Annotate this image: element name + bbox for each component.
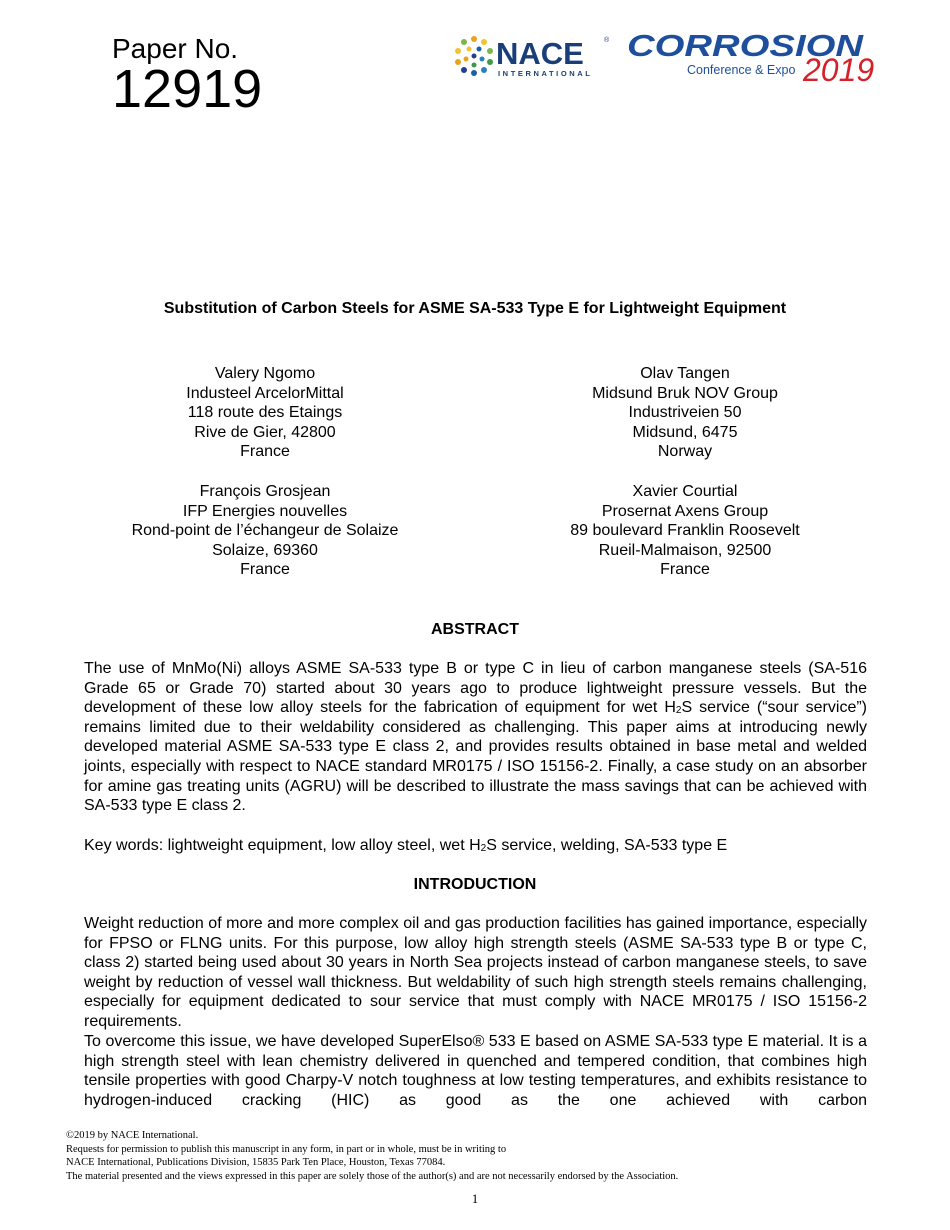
author-name: Valery Ngomo	[214, 365, 316, 382]
author-block	[105, 482, 425, 580]
author-country: France	[240, 443, 290, 461]
author-city: Rive de Gier, 42800	[194, 423, 336, 441]
author-address: 89 boulevard Franklin Roosevelt	[570, 522, 800, 540]
corrosion-year: 2019	[803, 52, 875, 88]
author-address: 118 route des Etaings	[187, 404, 343, 422]
corrosion-tagline: Conference & Expo	[687, 63, 796, 77]
author-affiliation: Prosernat Axens Group	[601, 502, 769, 520]
author-country: France	[660, 561, 710, 579]
author-block	[105, 364, 425, 462]
page-number: 1	[471, 1191, 479, 1206]
paper-title: Substitution of Carbon Steels for ASME SA-533 Type E for Lightweight Equipment	[163, 300, 787, 317]
introduction-paragraph: Weight reduction of more and more complex oil and gas production facilities has gained importance, especially for FPSO or FLNG units. For this purpose, low alloy high strength steels (ASME SA-533 type B or type C, class 2) started being used about 30 years in North Sea projects instead of carbon manganese steels, to save weight by reduction of vessel wall thickness. But weldability of such high strength steels remains challenging, especially for equipment dedicated to sour service that must comply with NACE MR0175 / ISO 15156-2 requirements.	[84, 915, 867, 1030]
author-country: Norway	[657, 443, 713, 461]
author-name: Xavier Courtial	[632, 483, 738, 500]
introduction-paragraph: To overcome this issue, we have developed SuperElso® 533 E based on ASME SA-533 type E material. It is a high strength steel with lean chemistry delivered in quenched and tempered condition, that combines high tensile properties with good Charpy-V notch toughness at low testing temperatures, and exhibits resistance to hydrogen-induced cracking (HIC) as good as the one achieved with carbon	[84, 1033, 867, 1109]
keywords: Key words: lightweight equipment, low alloy steel, wet $H_2S$ service, welding, SA-533 type E	[84, 837, 728, 854]
abstract-paragraph: The use of MnMo(Ni) alloys ASME SA-533 type B or type C in lieu of carbon manganese steels (SA-516 Grade 65 or Grade 70) started about 30 years ago to produce lightweight pressure vessels. But the development of these low alloy steels for the fabrication of equipment for wet $H_2S$ service (“sour service”) remains limited due to their weldability considered as challenging. This paper aims at introducing newly developed material ASME SA-533 type E class 2, and provides results obtained in base metal and welded joints, especially with respect to NACE standard MR0175 / ISO 15156-2. Finally, a case study on an absorber for amine gas treating units (AGRU) will be described to illustrate the mass savings that can be achieved with SA-533 type E class 2.	[84, 660, 867, 815]
nace-logo	[452, 32, 622, 80]
author-city: Midsund, 6475	[632, 423, 738, 441]
nace-subtitle: INTERNATIONAL	[498, 69, 593, 78]
nace-wordmark: NACE	[496, 36, 584, 71]
author-address: Rond-point de l’échangeur de Solaize	[131, 522, 399, 540]
permission-line: Requests for permission to publish this manuscript in any form, in part or in whole, must be in writing to	[66, 1143, 507, 1155]
author-city: Rueil-Malmaison, 92500	[598, 541, 772, 559]
author-country: France	[240, 561, 290, 579]
author-affiliation: Midsund Bruk NOV Group	[592, 384, 778, 402]
copyright-footer	[66, 1129, 678, 1183]
address-line: NACE International, Publications Division, 15835 Park Ten Place, Houston, Texas 77084.	[66, 1157, 446, 1169]
disclaimer-line: The material presented and the views expressed in this paper are solely those of the author(s) and are not necessarily endorsed by the Association.	[66, 1170, 679, 1182]
abstract-heading: ABSTRACT	[431, 621, 519, 638]
paper-label: Paper No.	[112, 33, 239, 64]
nace-registered-mark: ®	[604, 37, 610, 44]
nace-globe-icon	[455, 36, 493, 76]
author-block	[525, 364, 845, 462]
author-name: Olav Tangen	[640, 365, 730, 382]
introduction-heading: INTRODUCTION	[413, 876, 537, 893]
author-affiliation: IFP Energies nouvelles	[182, 502, 348, 520]
author-name: François Grosjean	[199, 483, 331, 500]
author-address: Industriveien 50	[628, 404, 742, 422]
corrosion-conference-logo	[625, 30, 885, 88]
author-block	[525, 482, 845, 580]
corrosion-wordmark: CORROSION	[627, 30, 864, 63]
author-city: Solaize, 69360	[212, 541, 318, 559]
author-affiliation: Industeel ArcelorMittal	[186, 384, 344, 402]
copyright-line: ©2019 by NACE International.	[66, 1130, 199, 1141]
paper-number: 12919	[112, 59, 263, 119]
